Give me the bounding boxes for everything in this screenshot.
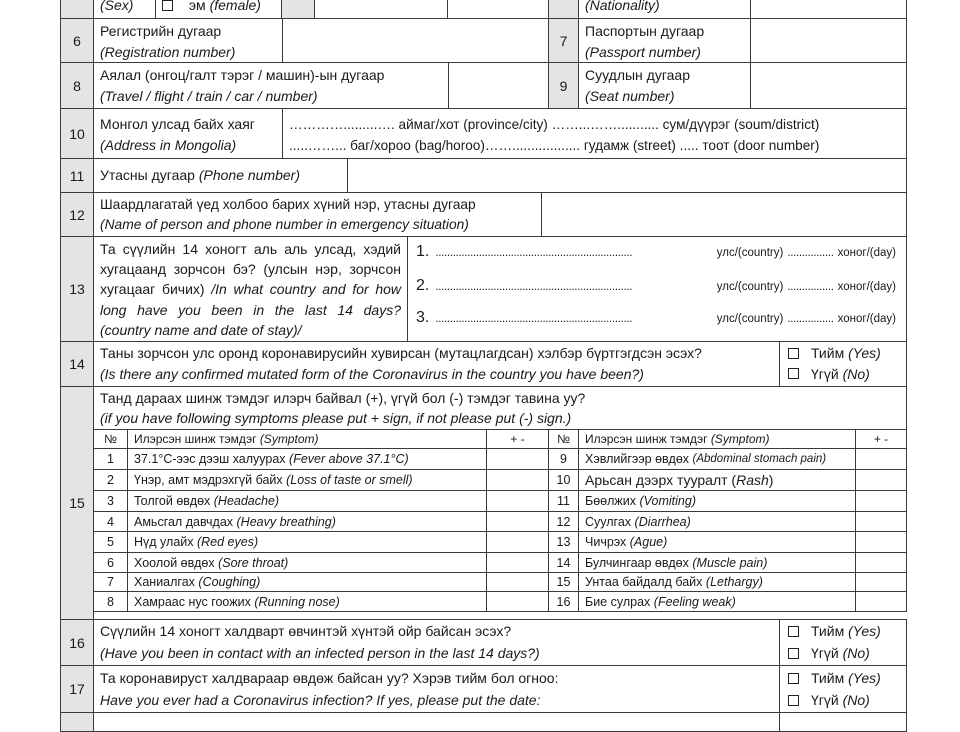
symptom-label-mn: 37.1°С-ээс дээш халуурах [134, 452, 286, 466]
symptom-number-label: 13 [556, 535, 571, 549]
no-label-mn: Үгүй [811, 365, 839, 382]
birthdate-value[interactable] [447, 0, 549, 19]
symptom-name [578, 511, 856, 532]
sex-option-female[interactable] [155, 0, 282, 19]
symptom-number-label: 1 [107, 452, 114, 466]
travel-history-label-mn: Та сүүлийн 14 хоногт аль аль улсад, хэдий хугацаанд зорчсон бэ? (улсын нэр, зорчсон хугацааг бичих) [100, 241, 401, 298]
day-unit-label: хоног/(day) [837, 281, 896, 293]
symptom-label-mn: Унтаа байдалд байх [585, 575, 703, 589]
symptom-number-label: 12 [556, 514, 571, 529]
symptom-number-label: 7 [107, 575, 114, 589]
yes-label-mn: Тийм [811, 623, 845, 639]
country-unit-label: улс/(country) [716, 247, 784, 259]
symptom-number-label: 14 [556, 555, 571, 570]
symptom-number-label: 15 [556, 575, 571, 589]
symptom-label-en: (Heavy breathing) [236, 514, 336, 529]
symptom-label-en: (Lethargy) [705, 575, 763, 589]
symptom-label-en: (Abdominal stomach pain) [692, 453, 827, 465]
symptom-name [578, 469, 856, 491]
symptom-number [93, 572, 128, 592]
mutated-variant-choices [779, 341, 907, 387]
passport-number-field[interactable] [750, 18, 907, 63]
symptom-name [578, 448, 856, 470]
address-label-en: (Address in Mongolia) [100, 137, 237, 153]
entry-index: 1. [416, 243, 430, 260]
covid-history-question [93, 665, 780, 713]
symptom-plus-minus-field[interactable] [486, 448, 549, 470]
symptom-number [548, 490, 579, 512]
symptom-label-mn: Хамраас нус гоожих [134, 594, 251, 609]
female-label-en: (female) [209, 0, 261, 13]
symptom-number-label: 11 [557, 494, 570, 508]
symptom-number-label: 9 [560, 452, 567, 466]
symptom-name [127, 490, 487, 512]
passport-label-en: (Passport number) [585, 44, 701, 60]
emergency-contact-label [93, 192, 542, 237]
day-dots[interactable]: ................ [787, 313, 834, 325]
seat-label-en: (Seat number) [585, 88, 675, 104]
next-choices [779, 712, 907, 732]
sex-label [93, 0, 156, 19]
day-unit-label: хоног/(day) [837, 247, 896, 259]
symptom-label-en: (Headache) [213, 494, 280, 508]
mutated-variant-question [93, 341, 780, 387]
nationality-field[interactable] [750, 0, 907, 19]
symptom-name [127, 511, 487, 532]
symptom-label-mn: Ханиалгах [134, 575, 195, 589]
day-dots[interactable]: ................ [787, 247, 834, 259]
no-option[interactable] [780, 364, 906, 385]
symptom-name [127, 552, 487, 573]
symptom-name [127, 591, 487, 612]
symptoms-instruction-en: (if you have following symptoms please put + sign, if not please put (-) sign.) [100, 410, 572, 426]
symptom-number [93, 552, 128, 573]
symptom-plus-minus-field[interactable] [486, 511, 549, 532]
registration-label-mn: Регистрийн дугаар [100, 23, 222, 39]
symptom-label-mn: Нүд улайх [134, 535, 194, 549]
phone-number-field[interactable] [347, 158, 907, 193]
yes-label-mn: Тийм [811, 670, 845, 686]
symptom-label-mn: Үнэр, амт мэдрэхгүй байх [134, 473, 283, 487]
travel-history-label-en: /In what country and for how long have you been in the last 14 days? (country name and date of stay)/ [100, 281, 402, 338]
emergency-contact-field[interactable] [541, 192, 907, 237]
travel-label-mn: Аялал (онгоц/галт тэрэг / машин)-ын дугаар [100, 67, 385, 83]
travel-entry[interactable] [416, 243, 896, 261]
seat-number-label [578, 62, 751, 109]
country-dots[interactable]: .................................................................... [435, 281, 633, 293]
row-number: 14 [60, 341, 94, 387]
symptom-name [578, 552, 856, 573]
yes-label-mn: Тийм [811, 345, 845, 361]
no-checkbox[interactable] [788, 368, 799, 379]
nationality-label [578, 0, 751, 19]
symptom-plus-minus-field[interactable] [486, 469, 549, 491]
no-label-en: (No) [842, 692, 870, 708]
symptom-number [548, 469, 579, 491]
row-number-nationality [548, 0, 579, 19]
row-number: 12 [60, 192, 94, 237]
symptom-plus-minus-field[interactable] [855, 511, 907, 532]
header-no-label: № [104, 432, 117, 446]
travel-history-entries [407, 236, 907, 342]
symptom-label-mn: Чичрэх [585, 535, 627, 549]
symptom-number [548, 531, 579, 553]
no-label-en: (No) [842, 645, 870, 661]
symptom-plus-minus-field[interactable] [486, 490, 549, 512]
no-checkbox[interactable] [788, 648, 799, 659]
contact-question-mn: Сүүлийн 14 хоногт халдварт өвчинтэй хүнтэй ойр байсан эсэх? [100, 623, 512, 639]
column-header-number [548, 429, 579, 449]
yes-checkbox[interactable] [788, 348, 799, 359]
symptom-label-en: (Sore throat) [218, 555, 289, 570]
contact-question-en: (Have you been in contact with an infected person in the last 14 days?) [100, 645, 540, 661]
symptom-number-label: 3 [107, 494, 114, 508]
symptom-label-mn: Бөөлжих [585, 494, 636, 508]
seat-number-field[interactable] [750, 62, 907, 109]
symptom-number-label: 16 [556, 594, 571, 609]
symptom-plus-minus-field[interactable] [855, 469, 907, 491]
registration-number-field[interactable] [282, 18, 549, 63]
symptom-name [127, 469, 487, 491]
travel-number-field[interactable] [448, 62, 549, 109]
address-line-1[interactable]: ………….........…. аймаг/хот (province/city) ……...……........... сум/дүүрэг (soum/district) [289, 117, 820, 132]
yes-option[interactable] [780, 343, 906, 364]
yes-checkbox[interactable] [788, 626, 799, 637]
seat-label-mn: Суудлын дугаар [585, 67, 690, 83]
symptom-label-mn: Толгой өвдөх [134, 494, 211, 508]
country-unit-label: улс/(country) [716, 281, 784, 293]
symptom-name [127, 572, 487, 592]
contact-question [93, 619, 780, 666]
symptom-name [127, 531, 487, 553]
symptom-number [93, 448, 128, 470]
symptom-label-en: (Vomiting) [639, 494, 696, 508]
symptom-label-en: (Fever above 37.1°C) [289, 452, 409, 466]
symptom-plus-minus-field[interactable] [486, 552, 549, 573]
symptom-label-en: Rash [736, 472, 769, 488]
symptoms-instruction-mn: Танд дараах шинж тэмдэг илэрч байвал (+), үгүй бол (-) тэмдэг тавина уу? [100, 390, 586, 406]
symptom-name [578, 490, 856, 512]
row-number: 15 [60, 386, 94, 620]
travel-history-label [93, 236, 408, 342]
day-unit-label: хоног/(day) [837, 313, 896, 325]
symptom-label-tail: ) [768, 472, 774, 488]
symptom-number [548, 591, 579, 612]
symptom-number [93, 469, 128, 491]
header-no-label: № [557, 432, 570, 446]
symptoms-instruction [93, 386, 907, 430]
travel-number-label [93, 62, 449, 109]
symptom-label-mn: Хэвлийгээр өвдөх [585, 452, 690, 466]
day-dots[interactable]: ................ [787, 281, 834, 293]
no-checkbox[interactable] [788, 695, 799, 706]
row-number-5 [60, 0, 94, 19]
symptom-label-en: (Loss of taste or smell) [286, 473, 413, 487]
covid-history-question-en: Have you ever had a Coronavirus infection? If yes, please put the date: [100, 692, 541, 708]
symptom-label-mn: Хоолой өвдөх [134, 555, 215, 570]
symptom-label-mn: Бие сулрах [585, 594, 651, 609]
no-option[interactable] [780, 689, 906, 711]
no-label-mn: Үгүй [811, 692, 839, 708]
birthdate-field[interactable] [314, 0, 448, 19]
symptoms-table [93, 429, 907, 620]
phone-label-en: (Phone number) [198, 167, 301, 183]
header-symptom-en: (Symptom) [259, 432, 319, 446]
symptom-number-label: 8 [107, 594, 114, 609]
row-number: 9 [548, 62, 579, 109]
symptom-name [578, 531, 856, 553]
symptom-plus-minus-field[interactable] [855, 531, 907, 553]
female-checkbox[interactable] [162, 0, 173, 11]
symptom-label-en: (Diarrhea) [634, 514, 691, 529]
phone-label-mn: Утасны дугаар [100, 167, 195, 183]
column-header-symptom [578, 429, 856, 449]
symptom-plus-minus-field[interactable] [855, 448, 907, 470]
symptom-number-label: 2 [107, 473, 114, 487]
symptom-plus-minus-field[interactable] [855, 572, 907, 592]
row-number: 8 [60, 62, 94, 109]
row-number: 10 [60, 108, 94, 159]
mutated-question-en: (Is there any confirmed mutated form of the Coronavirus in the country you have been?) [100, 365, 644, 382]
symptom-label-en: (Muscle pain) [692, 555, 768, 570]
address-label [93, 108, 283, 159]
row-number-shaded [281, 0, 315, 19]
symptom-number [548, 572, 579, 592]
symptom-number [93, 591, 128, 612]
symptom-label-en: (Running nose) [254, 594, 340, 609]
symptom-number [548, 552, 579, 573]
passport-label-mn: Паспортын дугаар [585, 23, 705, 39]
registration-label [93, 18, 283, 63]
entry-index: 2. [416, 277, 430, 294]
header-plus-minus-label: + - [510, 432, 525, 446]
column-header-plus-minus [486, 429, 549, 449]
yes-option[interactable] [780, 620, 906, 642]
symptom-plus-minus-field[interactable] [486, 531, 549, 553]
symptom-plus-minus-field[interactable] [486, 572, 549, 592]
symptom-label-en: (Feeling weak) [653, 594, 736, 609]
no-label-mn: Үгүй [811, 645, 839, 661]
row-number: 6 [60, 18, 94, 63]
symptom-number [548, 448, 579, 470]
row-number: 16 [60, 619, 94, 666]
symptom-label-mn: Амьсгал давчдах [134, 514, 234, 529]
travel-entry[interactable] [416, 309, 896, 327]
yes-label-en: (Yes) [848, 670, 881, 686]
no-label-en: (No) [842, 365, 870, 382]
symptom-plus-minus-field[interactable] [855, 490, 907, 512]
address-field[interactable] [282, 108, 907, 159]
symptom-label-mn: Булчингаар өвдөх [585, 555, 689, 570]
symptom-label-mn: Арьсан дээрх тууралт ( [585, 472, 737, 488]
symptom-name [578, 591, 856, 612]
symptom-number-label: 5 [107, 535, 114, 549]
covid-history-question-mn: Та коронавируст халдвараар өвдөж байсан уу? Хэрэв тийм бол огноо: [100, 670, 559, 686]
emergency-label-en: (Name of person and phone number in emergency situation) [100, 217, 469, 232]
no-option[interactable] [780, 642, 906, 664]
symptom-label-en: (Red eyes) [196, 535, 259, 549]
symptom-name [127, 448, 487, 470]
symptom-plus-minus-field[interactable] [855, 591, 907, 612]
travel-entry[interactable] [416, 277, 896, 295]
sex-label-en: (Sex) [100, 0, 134, 13]
contact-choices [779, 619, 907, 666]
symptom-number [548, 511, 579, 532]
yes-checkbox[interactable] [788, 673, 799, 684]
header-symptom-mn: Илэрсэн шинж тэмдэг [134, 432, 257, 446]
female-label-mn: эм [188, 0, 206, 13]
mutated-question-mn: Таны зорчсон улс оронд коронавирусийн хувирсан (мутацлагдсан) хэлбэр бүртгэгдсэн эсэх? [100, 345, 702, 361]
next-question [93, 712, 780, 732]
symptom-plus-minus-field[interactable] [486, 591, 549, 612]
yes-label-en: (Yes) [848, 345, 881, 361]
symptom-number-label: 10 [556, 473, 571, 487]
row-number: 7 [548, 18, 579, 63]
symptom-number [93, 490, 128, 512]
symptom-label-mn: Суулгах [585, 514, 632, 529]
row-number: 17 [60, 665, 94, 713]
row-number: 13 [60, 236, 94, 342]
travel-label-en: (Travel / flight / train / car / number) [100, 88, 318, 104]
covid-history-choices [779, 665, 907, 713]
header-symptom-mn: Илэрсэн шинж тэмдэг [585, 432, 708, 446]
symptom-label-en: (Coughing) [198, 575, 261, 589]
nationality-label-en: (Nationality) [585, 0, 660, 13]
country-dots[interactable]: .................................................................... [435, 247, 633, 259]
header-plus-minus-label: + - [873, 432, 889, 446]
emergency-label-mn: Шаардлагатай үед холбоо барих хүний нэр, утасны дугаар [100, 197, 476, 212]
country-unit-label: улс/(country) [716, 313, 784, 325]
symptom-name [578, 572, 856, 592]
yes-label-en: (Yes) [848, 623, 881, 639]
symptom-plus-minus-field[interactable] [855, 552, 907, 573]
symptom-number-label: 6 [107, 555, 114, 570]
symptom-label-en: (Ague) [629, 535, 668, 549]
yes-option[interactable] [780, 667, 906, 689]
column-header-plus-minus [855, 429, 907, 449]
address-label-mn: Монгол улсад байх хаяг [100, 116, 255, 132]
country-dots[interactable]: .................................................................... [435, 313, 633, 325]
address-line-2[interactable]: .....……... баг/хороо (bag/horoo)…….................. гудамж (street) ..... тоот (door number) [289, 138, 820, 153]
symptom-number [93, 531, 128, 553]
entry-index: 3. [416, 309, 430, 326]
row-number-18 [60, 712, 94, 732]
row-number: 11 [60, 158, 94, 193]
phone-label [93, 158, 348, 193]
symptom-number [93, 511, 128, 532]
symptom-number-label: 4 [107, 514, 114, 529]
header-symptom-en: (Symptom) [710, 432, 770, 446]
column-header-number [93, 429, 128, 449]
registration-label-en: (Registration number) [100, 44, 236, 60]
passport-label [578, 18, 751, 63]
column-header-symptom [127, 429, 487, 449]
